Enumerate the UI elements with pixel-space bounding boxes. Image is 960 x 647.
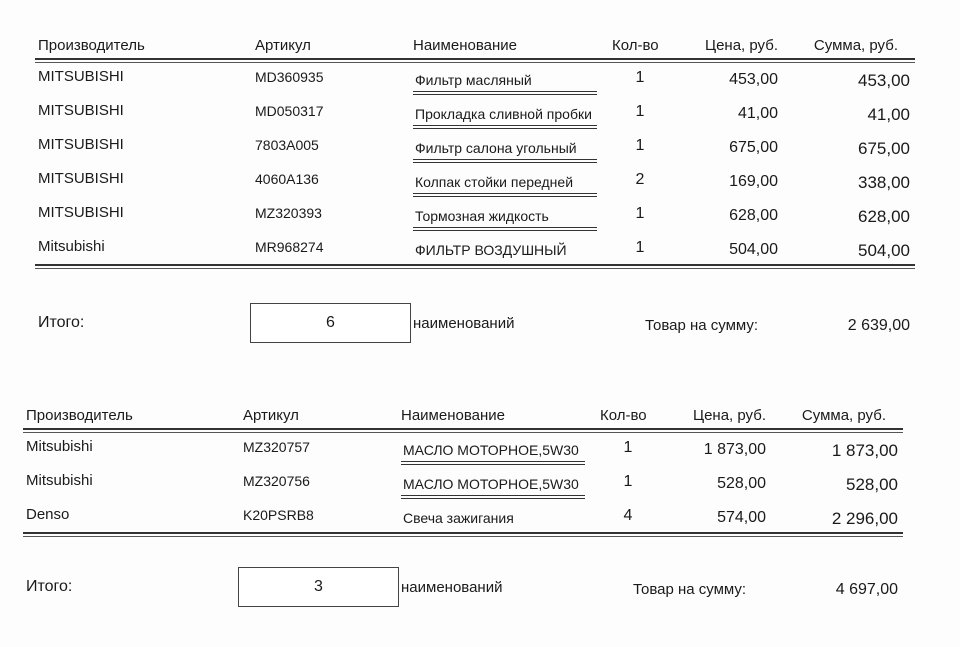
row-manufacturer: MITSUBISHI bbox=[38, 204, 124, 221]
row-article: 7803A005 bbox=[255, 137, 319, 153]
header-sum: Сумма, руб. bbox=[801, 407, 886, 424]
header-manufacturer: Производитель bbox=[38, 37, 145, 54]
row-article: MZ320393 bbox=[255, 205, 322, 221]
row-article: MR968274 bbox=[255, 239, 324, 255]
row-name: МАСЛО МОТОРНОЕ,5W30 bbox=[403, 476, 579, 492]
name-underline bbox=[413, 125, 597, 129]
row-name: Фильтр салона угольный bbox=[415, 140, 577, 156]
table-bottom-divider bbox=[35, 264, 915, 269]
row-name: Тормозная жидкость bbox=[415, 208, 549, 224]
row-qty: 1 bbox=[623, 473, 633, 490]
row-qty: 2 bbox=[635, 171, 645, 188]
header-qty: Кол-во bbox=[600, 407, 647, 424]
row-sum: 41,00 bbox=[867, 105, 910, 124]
row-manufacturer: MITSUBISHI bbox=[38, 68, 124, 85]
row-price: 1 873,00 bbox=[703, 441, 766, 458]
row-name: Фильтр масляный bbox=[415, 72, 532, 88]
sum-label: Товар на сумму: bbox=[645, 317, 759, 334]
row-price: 628,00 bbox=[729, 207, 778, 224]
row-qty: 1 bbox=[635, 239, 645, 256]
row-price: 675,00 bbox=[729, 139, 778, 156]
row-price: 528,00 bbox=[717, 475, 766, 492]
header-divider bbox=[23, 428, 903, 433]
row-name: Свеча зажигания bbox=[403, 510, 514, 526]
count-suffix: наименований bbox=[401, 579, 503, 596]
row-price: 453,00 bbox=[729, 71, 778, 88]
row-sum: 2 296,00 bbox=[831, 509, 898, 528]
row-name: Прокладка сливной пробки bbox=[415, 106, 592, 122]
row-manufacturer: MITSUBISHI bbox=[38, 136, 124, 153]
row-price: 504,00 bbox=[729, 241, 778, 258]
row-article: MZ320757 bbox=[243, 439, 310, 455]
row-sum: 1 873,00 bbox=[831, 441, 898, 460]
row-name: МАСЛО МОТОРНОЕ,5W30 bbox=[403, 442, 579, 458]
row-qty: 1 bbox=[623, 439, 633, 456]
row-article: K20PSRB8 bbox=[243, 507, 314, 523]
row-sum: 338,00 bbox=[858, 173, 910, 192]
header-article: Артикул bbox=[255, 37, 311, 54]
header-price: Цена, руб. bbox=[692, 407, 766, 424]
header-name: Наименование bbox=[413, 37, 517, 54]
row-manufacturer: Mitsubishi bbox=[26, 438, 93, 455]
row-manufacturer: Denso bbox=[26, 506, 70, 523]
header-article: Артикул bbox=[243, 407, 299, 424]
sum-total: 2 639,00 bbox=[847, 317, 910, 334]
row-qty: 1 bbox=[635, 205, 645, 222]
row-sum: 675,00 bbox=[858, 139, 910, 158]
header-price: Цена, руб. bbox=[704, 37, 778, 54]
row-qty: 4 bbox=[623, 507, 633, 524]
table-bottom-divider bbox=[23, 532, 903, 537]
row-price: 41,00 bbox=[737, 105, 778, 122]
header-name: Наименование bbox=[401, 407, 505, 424]
total-count-box: 3 bbox=[238, 567, 399, 607]
count-suffix: наименований bbox=[413, 315, 515, 332]
row-article: MZ320756 bbox=[243, 473, 310, 489]
total-count-box: 6 bbox=[250, 303, 411, 343]
row-manufacturer: Mitsubishi bbox=[26, 472, 93, 489]
row-sum: 528,00 bbox=[846, 475, 898, 494]
row-sum: 628,00 bbox=[858, 207, 910, 226]
row-qty: 1 bbox=[635, 103, 645, 120]
row-qty: 1 bbox=[635, 69, 645, 86]
row-name: ФИЛЬТР ВОЗДУШНЫЙ bbox=[415, 242, 567, 258]
name-underline bbox=[401, 461, 585, 465]
total-label: Итого: bbox=[38, 314, 85, 331]
row-article: 4060A136 bbox=[255, 171, 319, 187]
row-name: Колпак стойки передней bbox=[415, 174, 574, 190]
total-label: Итого: bbox=[26, 578, 73, 595]
header-qty: Кол-во bbox=[612, 37, 659, 54]
row-article: MD360935 bbox=[255, 69, 324, 85]
row-manufacturer: Mitsubishi bbox=[38, 238, 105, 255]
sum-label: Товар на сумму: bbox=[633, 581, 747, 598]
row-qty: 1 bbox=[635, 137, 645, 154]
header-manufacturer: Производитель bbox=[26, 407, 133, 424]
name-underline bbox=[413, 193, 597, 197]
name-underline bbox=[413, 159, 597, 163]
name-underline bbox=[401, 495, 585, 499]
name-underline bbox=[413, 227, 597, 231]
row-sum: 453,00 bbox=[858, 71, 910, 90]
row-article: MD050317 bbox=[255, 103, 324, 119]
header-divider bbox=[35, 58, 915, 63]
name-underline bbox=[413, 91, 597, 95]
row-price: 574,00 bbox=[717, 509, 766, 526]
header-sum: Сумма, руб. bbox=[813, 37, 898, 54]
row-manufacturer: MITSUBISHI bbox=[38, 170, 124, 187]
sum-total: 4 697,00 bbox=[835, 581, 898, 598]
row-price: 169,00 bbox=[729, 173, 778, 190]
row-sum: 504,00 bbox=[858, 241, 910, 260]
row-manufacturer: MITSUBISHI bbox=[38, 102, 124, 119]
